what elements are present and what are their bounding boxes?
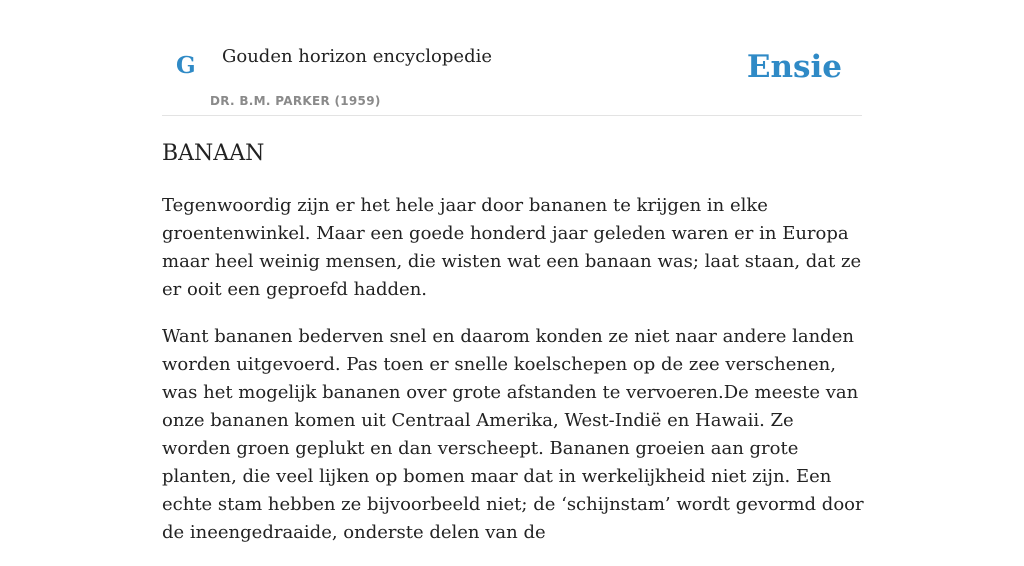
source-author: DR. B.M. PARKER (1959)	[210, 94, 381, 108]
brand-logo[interactable]: Ensie	[746, 49, 842, 85]
header	[162, 0, 862, 116]
entry-paragraph: Want bananen bederven snel en daarom konden ze niet naar andere landen worden uitgevoerd. Pas toen er snelle koelschepen op de zee verschenen, was het mogelijk bananen over grote afstanden te vervoeren.De meeste van onze bananen komen uit Centraal Amerika, West-Indië en Hawaii. Ze worden groen geplukt en dan verscheept. Bananen groeien aan grote planten, die veel lijken op bomen maar dat in werkelijkheid niet zijn. Een echte stam hebben ze bijvoorbeeld niet; de ‘schijnstam’ wordt gevormd door de ineengedraaide, onderste delen van de	[162, 326, 864, 543]
source-logo[interactable]: G	[176, 52, 196, 79]
entry-body	[162, 192, 864, 566]
entry-title: BANAAN	[162, 141, 265, 166]
source-title[interactable]: Gouden horizon encyclopedie	[222, 46, 492, 67]
entry-paragraph: Tegenwoordig zijn er het hele jaar door bananen te krijgen in elke groentenwinkel. Maar een goede honderd jaar geleden waren er in Europa maar heel weinig mensen, die wisten wat een banaan was; laat staan, dat ze er ooit een geproefd hadden.	[162, 195, 862, 300]
